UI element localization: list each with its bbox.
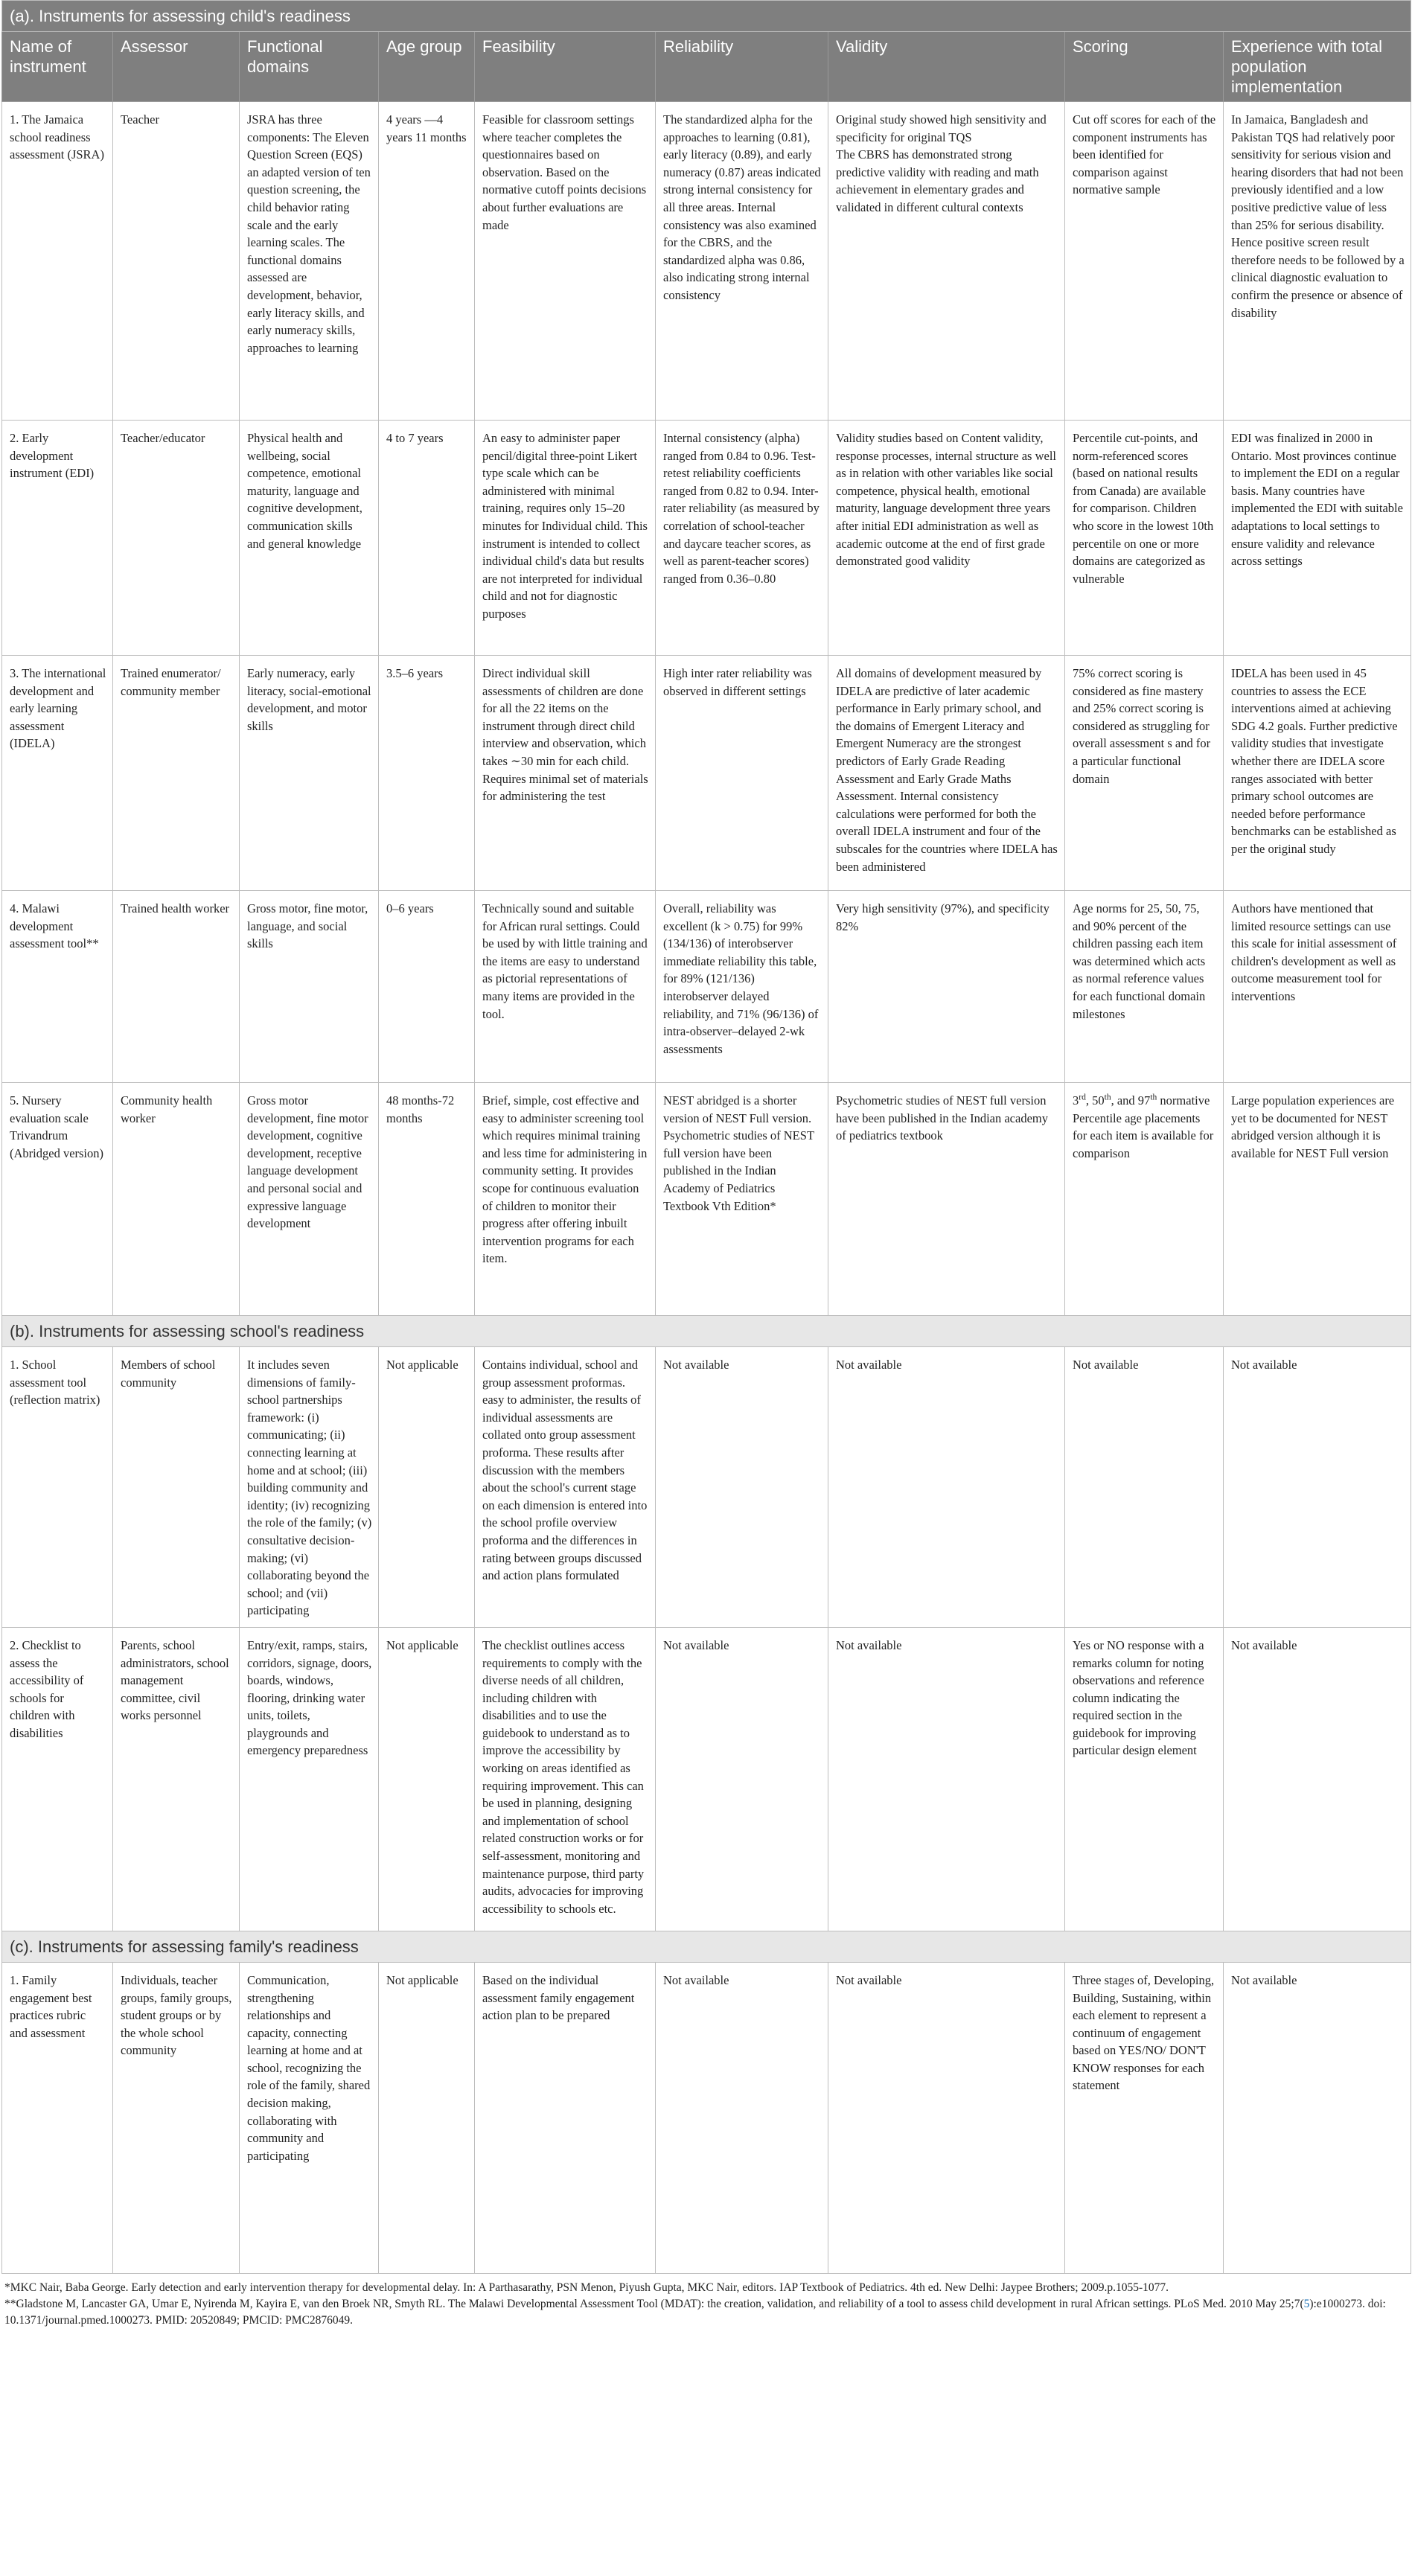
assessor-cell: Teacher/educator — [113, 421, 240, 656]
table-row — [2, 421, 1411, 656]
experience-cell: EDI was finalized in 2000 in Ontario. Most provinces continue to implement the EDI on a regular basis. Many countries have implemented the EDI with suitable adaptations to local settings to ensure validity and relevance across settings — [1224, 421, 1411, 656]
feasibility-cell: Direct individual skill assessments of children are done for all the 22 items on the instrument through direct child interview and observation, which takes ∼30 min for each child. Requires minimal set of materials for administering the test — [475, 656, 656, 891]
instrument-name-cell: 1. Family engagement best practices rubric and assessment — [2, 1962, 113, 2273]
assessor-cell: Community health worker — [113, 1083, 240, 1316]
footnote-2-issue-link[interactable]: 5 — [1303, 2297, 1310, 2310]
validity-cell — [828, 1347, 1065, 1628]
instrument-name-cell: 4. Malawi development assessment tool** — [2, 891, 113, 1083]
reliability-cell: NEST abridged is a shorter version of NEST Full version. Psychometric studies of NEST full version have been published in the Indian Academy of Pediatrics Textbook Vth Edition* — [656, 1083, 828, 1316]
validity-cell — [828, 1627, 1065, 1931]
validity-cell — [828, 1083, 1065, 1316]
validity-text: Validity studies based on Content validity, response processes, internal structure as well as in relation with other variables like social competence, physical health, emotional maturity, language development three years after initial EDI administration as well as academic outcome at the end of first grade demonstrated good validity — [836, 431, 1056, 569]
scoring-cell: Cut off scores for each of the component instruments has been identified for comparison against normative sample — [1065, 102, 1224, 421]
age-group-cell: Not applicable — [379, 1962, 475, 2273]
scoring-cell: Not available — [1065, 1347, 1224, 1628]
reliability-cell: Not available — [656, 1347, 828, 1628]
table-row — [2, 102, 1411, 421]
validity-cell — [828, 102, 1065, 421]
validity-cell — [828, 891, 1065, 1083]
scoring-cell: 75% correct scoring is considered as fine mastery and 25% correct scoring is considered as struggling for overall assessment s and for a particular functional domain — [1065, 656, 1224, 891]
age-group-cell: 4 to 7 years — [379, 421, 475, 656]
footnote-1: *MKC Nair, Baba George. Early detection and early intervention therapy for developmental delay. In: A Parthasarathy, PSN Menon, Piyush Gupta, MKC Nair, editors. IAP Textbook of Pediatrics. 4th ed. New Delhi: Jaypee Brothers; 2009.p.1055-1077. — [4, 2281, 1169, 2294]
instrument-name-cell: 1. The Jamaica school readiness assessment (JSRA) — [2, 102, 113, 421]
assessor-cell: Members of school community — [113, 1347, 240, 1628]
footnote-2-text: **Gladstone M, Lancaster GA, Umar E, Nyirenda M, Kayira E, van den Broek NR, Smyth RL. The Malawi Developmental Assessment Tool (MDAT): the creation, validation, and reliability of a tool to assess child development in rural African settings. PLoS Med. 2010 May 25;7( — [4, 2297, 1304, 2310]
feasibility-cell: The checklist outlines access requirements to comply with the diverse needs of all children, including children with disabilities and to use the guidebook to understand as to improve the accessibility by working on areas identified as requiring improvement. This can be used in planning, designing and implementation of school related construction works or for self-assessment, monitoring and maintenance purpose, third party audits, advocacies for improving accessibility to schools etc. — [475, 1627, 656, 1931]
functional-domains-cell: Physical health and wellbeing, social competence, emotional maturity, language and cognitive development, communication skills and general knowledge — [240, 421, 379, 656]
footnote-2-text-end: ):e1000273. doi: 10.1371/journal.pmed.1000273. PMID: 20520849; PMCID: PMC2876049. — [4, 2297, 1386, 2327]
functional-domains-cell: It includes seven dimensions of family-school partnerships framework: (i) communicating; (ii) connecting learning at home and at school; (iii) building community and identity; (iv) recognizing the role of the family; (v) consultative decision-making; (vi) collaborating beyond the school; and (vii) participating — [240, 1347, 379, 1628]
section-header-child — [2, 1, 1411, 32]
feasibility-cell: Brief, simple, cost effective and easy to administer screening tool which requires minimal training and less time for administering in community setting. It provides scope for continuous evaluation of children to monitor their progress after offering inbuilt intervention programs for each item. — [475, 1083, 656, 1316]
experience-cell: Not available — [1224, 1627, 1411, 1931]
functional-domains-cell: Gross motor development, fine motor development, cognitive development, receptive language development and personal social and expressive language development — [240, 1083, 379, 1316]
column-header-validity: Validity — [828, 32, 1065, 102]
column-header-row — [2, 32, 1411, 102]
footnotes — [1, 2274, 1411, 2329]
functional-domains-cell: Entry/exit, ramps, stairs, corridors, signage, doors, boards, windows, flooring, drinking water units, toilets, playgrounds and emergency preparedness — [240, 1627, 379, 1931]
section-title: (a). Instruments for assessing child's readiness — [2, 1, 1411, 32]
age-group-cell: Not applicable — [379, 1347, 475, 1628]
table-row — [2, 891, 1411, 1083]
age-group-cell: 3.5–6 years — [379, 656, 475, 891]
section-title: (b). Instruments for assessing school's readiness — [2, 1316, 1411, 1347]
table-row — [2, 656, 1411, 891]
scoring-cell: Age norms for 25, 50, 75, and 90% percent of the children passing each item was determined which acts as normal reference values for each functional domain milestones — [1065, 891, 1224, 1083]
assessor-cell: Teacher — [113, 102, 240, 421]
assessor-cell: Parents, school administrators, school management committee, civil works personnel — [113, 1627, 240, 1931]
instrument-name-cell: 2. Checklist to assess the accessibility of schools for children with disabilities — [2, 1627, 113, 1931]
scoring-cell: Yes or NO response with a remarks column for noting observations and reference column indicating the required section in the guidebook for improving particular design element — [1065, 1627, 1224, 1931]
scoring-cell: Percentile cut-points, and norm-referenced scores (based on national results from Canada) are available for comparison. Children who score in the lowest 10th percentile on one or more domains are categorized as vulnerable — [1065, 421, 1224, 656]
assessor-cell: Trained health worker — [113, 891, 240, 1083]
feasibility-cell: An easy to administer paper pencil/digital three-point Likert type scale which can be administered with minimal training, requires only 15–20 minutes for Individual child. This instrument is intended to collect individual child's data but results are not interpreted for individual child and not for diagnostic purposes — [475, 421, 656, 656]
table-row — [2, 1962, 1411, 2273]
validity-cell — [828, 1962, 1065, 2273]
validity-text: All domains of development measured by IDELA are predictive of later academic performance in Early primary school, and the domains of Emergent Literacy and Emergent Numeracy are the strongest predictors of Early Grade Reading Assessment and Early Grade Maths Assessment. Internal consistency calculations were performed for both the overall IDELA instrument and four of the subscales for the countries where IDELA has been administered — [836, 666, 1058, 874]
feasibility-cell: Based on the individual assessment family engagement action plan to be prepared — [475, 1962, 656, 2273]
instrument-name-cell: 5. Nursery evaluation scale Trivandrum (Abridged version) — [2, 1083, 113, 1316]
column-header-assessor: Assessor — [113, 32, 240, 102]
functional-domains-cell: Gross motor, fine motor, language, and social skills — [240, 891, 379, 1083]
column-header-age: Age group — [379, 32, 475, 102]
age-group-cell: 48 months-72 months — [379, 1083, 475, 1316]
age-group-cell: Not applicable — [379, 1627, 475, 1931]
table-row — [2, 1627, 1411, 1931]
experience-cell: Not available — [1224, 1962, 1411, 2273]
validity-text: Very high sensitivity (97%), and specificity 82% — [836, 901, 1050, 933]
column-header-scoring: Scoring — [1065, 32, 1224, 102]
section-header-family — [2, 1931, 1411, 1962]
document — [1, 0, 1411, 2329]
functional-domains-cell: Communication, strengthening relationships and capacity, connecting learning at home and at school, recognizing the role of the family, shared decision making, collaborating with community and participating — [240, 1962, 379, 2273]
feasibility-cell: Contains individual, school and group assessment proformas. easy to administer, the results of individual assessments are collated onto group assessment proforma. These results after discussion with the members about the school's current stage on each dimension is entered into the school profile overview proforma and the differences in rating between groups discussed and action plans formulated — [475, 1347, 656, 1628]
experience-cell: IDELA has been used in 45 countries to assess the ECE interventions aimed at achieving SDG 4.2 goals. Further predictive validity studies that investigate whether there are IDELA score ranges associated with better primary school outcomes are needed before performance benchmarks can be established as per the original study — [1224, 656, 1411, 891]
section-title: (c). Instruments for assessing family's readiness — [2, 1931, 1411, 1962]
validity-text: Not available — [836, 1972, 902, 1987]
feasibility-cell: Technically sound and suitable for African rural settings. Could be used by with little training and the items are easy to understand as pictorial representations of many items are provided in the tool. — [475, 891, 656, 1083]
reliability-cell: Internal consistency (alpha) ranged from 0.84 to 0.96. Test-retest reliability coefficients ranged from 0.82 to 0.94. Inter-rater reliability (as measured by correlation of school-teacher and daycare teacher scores, as well as parent-teacher scores) ranged from 0.36–0.80 — [656, 421, 828, 656]
validity-text: Not available — [836, 1637, 902, 1652]
instruments-table — [1, 0, 1411, 2274]
instrument-name-cell: 1. School assessment tool (reflection matrix) — [2, 1347, 113, 1628]
reliability-cell: The standardized alpha for the approaches to learning (0.81), early literacy (0.89), and early numeracy (0.87) areas indicated strong internal consistency for all three areas. Internal consistency was also examined for the CBRS, and the standardized alpha was 0.86, also indicating strong internal consistency — [656, 102, 828, 421]
validity-text-extra: The CBRS has demonstrated strong predictive validity with reading and math achievement in elementary grades and validated in different cultural contexts — [836, 147, 1039, 214]
column-header-feasibility: Feasibility — [475, 32, 656, 102]
column-header-experience: Experience with total population implementation — [1224, 32, 1411, 102]
validity-cell — [828, 421, 1065, 656]
table-row — [2, 1083, 1411, 1316]
age-group-cell: 0–6 years — [379, 891, 475, 1083]
functional-domains-cell: JSRA has three components: The Eleven Question Screen (EQS) an adapted version of ten question screening, the child behavior rating scale and the early learning scales. The functional domains assessed are development, behavior, early literacy skills, and early numeracy skills, approaches to learning — [240, 102, 379, 421]
experience-cell: Authors have mentioned that limited resource settings can use this scale for initial assessment of children's development as well as outcome measurement tool for interventions — [1224, 891, 1411, 1083]
validity-text: Psychometric studies of NEST full version have been published in the Indian academy of pediatrics textbook — [836, 1093, 1048, 1143]
feasibility-cell: Feasible for classroom settings where teacher completes the questionnaires based on observation. Based on the normative cutoff points decisions about further evaluations are made — [475, 102, 656, 421]
scoring-cell: Three stages of, Developing, Building, Sustaining, within each element to represent a continuum of engagement based on YES/NO/ DON'T KNOW responses for each statement — [1065, 1962, 1224, 2273]
age-group-cell: 4 years —4 years 11 months — [379, 102, 475, 421]
table-row — [2, 1347, 1411, 1628]
assessor-cell: Trained enumerator/ community member — [113, 656, 240, 891]
assessor-cell: Individuals, teacher groups, family groups, student groups or by the whole school community — [113, 1962, 240, 2273]
experience-cell: In Jamaica, Bangladesh and Pakistan TQS had relatively poor sensitivity for serious vision and hearing disorders that had not been previously identified and a low positive predictive value of less than 25% for serious disability. Hence positive screen result therefore needs to be followed by a clinical diagnostic evaluation to confirm the presence or absence of disability — [1224, 102, 1411, 421]
column-header-name: Name of instrument — [2, 32, 113, 102]
scoring-cell: 3rd, 50th, and 97th normative Percentile age placements for each item is available for comparison — [1065, 1083, 1224, 1316]
experience-cell: Large population experiences are yet to be documented for NEST abridged version although it is available for NEST Full version — [1224, 1083, 1411, 1316]
reliability-cell: High inter rater reliability was observed in different settings — [656, 656, 828, 891]
instrument-name-cell: 3. The international development and early learning assessment (IDELA) — [2, 656, 113, 891]
reliability-cell: Not available — [656, 1627, 828, 1931]
instrument-name-cell: 2. Early development instrument (EDI) — [2, 421, 113, 656]
section-header-school — [2, 1316, 1411, 1347]
footnote-2 — [4, 2296, 1406, 2329]
reliability-cell: Overall, reliability was excellent (k > 0.75) for 99% (134/136) of interobserver immediate reliability this table, for 89% (121/136) interobserver delayed reliability, and 71% (96/136) of intra-observer–delayed 2-wk assessments — [656, 891, 828, 1083]
validity-text: Not available — [836, 1358, 902, 1372]
column-header-reliability: Reliability — [656, 32, 828, 102]
validity-cell — [828, 656, 1065, 891]
experience-cell: Not available — [1224, 1347, 1411, 1628]
reliability-cell: Not available — [656, 1962, 828, 2273]
validity-text: Original study showed high sensitivity and specificity for original TQS — [836, 112, 1047, 144]
column-header-domains: Functional domains — [240, 32, 379, 102]
functional-domains-cell: Early numeracy, early literacy, social-emotional development, and motor skills — [240, 656, 379, 891]
